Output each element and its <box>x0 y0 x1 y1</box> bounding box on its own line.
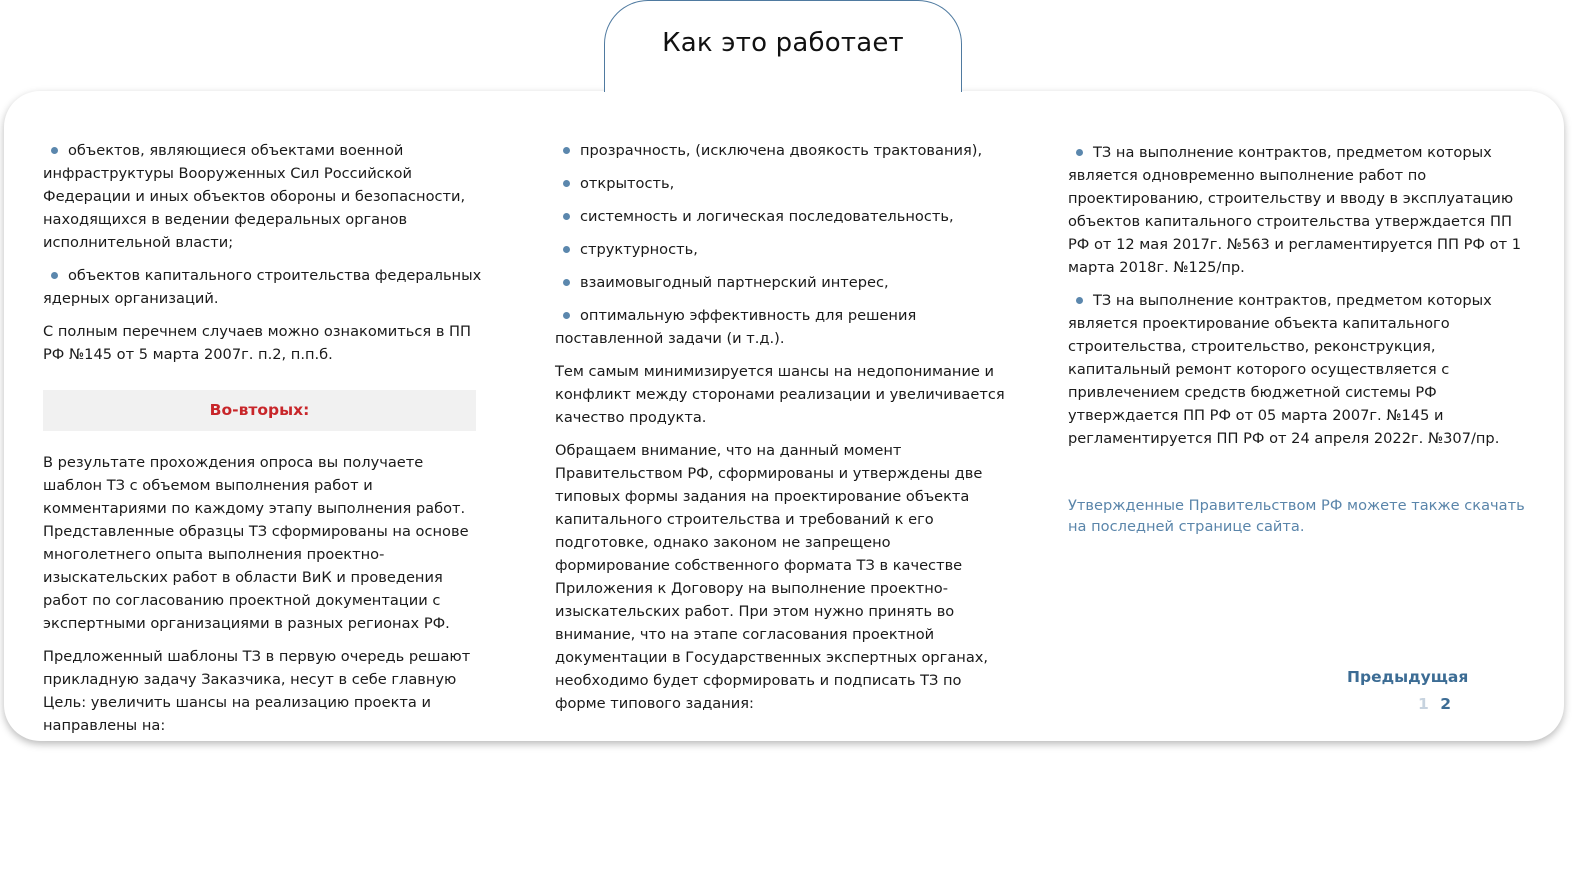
bullet-icon <box>563 213 570 220</box>
page-current-2: 2 <box>1440 695 1451 713</box>
list-item: ТЗ на выполнение контрактов, предметом которых является одновременно выполнение работ по проектированию, строительству и вводу в эксплуатацию объектов капитального строительства утверждается ПП РФ от 12 мая 2017г. №563 и регламентируется ПП РФ от 1 марта 2018г. №125/пр. <box>1068 144 1521 276</box>
pagination <box>1418 695 1451 713</box>
download-note: Утвержденные Правительством РФ можете также скачать на последней странице сайта. <box>1068 497 1525 535</box>
bullet-icon <box>563 246 570 253</box>
paragraph: Тем самым минимизируется шансы на недопонимание и конфликт между сторонами реализации и увеличивается качество продукта. <box>555 363 1005 426</box>
page-link-1[interactable]: 1 <box>1418 695 1429 713</box>
section-tab <box>604 0 962 92</box>
list-item: открытость, <box>555 172 1007 195</box>
bullet-icon <box>563 312 570 319</box>
paragraph: В результате прохождения опроса вы получаете шаблон ТЗ с объемом выполнения работ и комментариями по каждому этапу выполнения работ. Представленные образцы ТЗ сформированы на основе многолетнего опыта выполнения проектно-изыскательских работ в области ВиК и проведения работ по согласованию проектной документации с экспертными организациями в разных регионах РФ. <box>43 454 469 632</box>
bullet-icon <box>51 147 58 154</box>
bullet-icon <box>1076 297 1083 304</box>
list-item: ТЗ на выполнение контрактов, предметом которых является проектирование объекта капитального строительства, строительство, реконструкция, капитальный ремонт которого осуществляется с привлечением средств бюджетной системы РФ утверждается ПП РФ от 05 марта 2007г. №145 и регламентируется ПП РФ от 24 апреля 2022г. №307/пр. <box>1068 292 1500 447</box>
list-item: оптимальную эффективность для решения поставленной задачи (и т.д.). <box>555 307 917 347</box>
list-item: объектов, являющиеся объектами военной инфраструктуры Вооруженных Сил Российской Федерации и иных объектов обороны и безопасности, находящихся в ведении федеральных органов исполнительной власти; <box>43 142 466 251</box>
list-item: объектов капитального строительства федеральных ядерных организаций. <box>43 267 482 307</box>
reference-text: С полным перечнем случаев можно ознакомиться в ПП РФ №145 от 5 марта 2007г. п.2, п.п.б. <box>43 323 472 363</box>
list-item: структурность, <box>555 238 1007 261</box>
list-item: прозрачность, (исключена двоякость трактования), <box>555 139 1007 162</box>
bullet-icon <box>1076 149 1083 156</box>
paragraph: Предложенный шаблоны ТЗ в первую очередь решают прикладную задачу Заказчика, несут в себе главную Цель: увеличить шансы на реализацию проекта и направлены на: <box>43 648 471 734</box>
bullet-icon <box>563 279 570 286</box>
page-title: Как это работает <box>662 28 904 58</box>
column-left <box>43 139 483 747</box>
previous-page-link[interactable]: Предыдущая <box>1347 668 1469 686</box>
bullet-icon <box>563 147 570 154</box>
bullet-icon <box>563 180 570 187</box>
list-item: системность и логическая последовательность, <box>555 205 1007 228</box>
section-heading-second: Во-вторых: <box>43 390 476 431</box>
column-right <box>1068 141 1530 537</box>
paragraph: Обращаем внимание, что на данный момент Правительством РФ, сформированы и утверждены две типовых формы задания на проектирование объекта капитального строительства и требований к его подготовке, однако законом не запрещено формирование собственного формата ТЗ в качестве Приложения к Договору на выполнение проектно-изыскательских работ. При этом нужно принять во внимание, что на этапе согласования проектной документации в Государственных экспертных органах, необходимо будет сформировать и подписать ТЗ по форме типового задания: <box>555 442 989 712</box>
list-item: взаимовыгодный партнерский интерес, <box>555 271 1007 294</box>
bullet-icon <box>51 272 58 279</box>
column-middle <box>555 139 1007 725</box>
